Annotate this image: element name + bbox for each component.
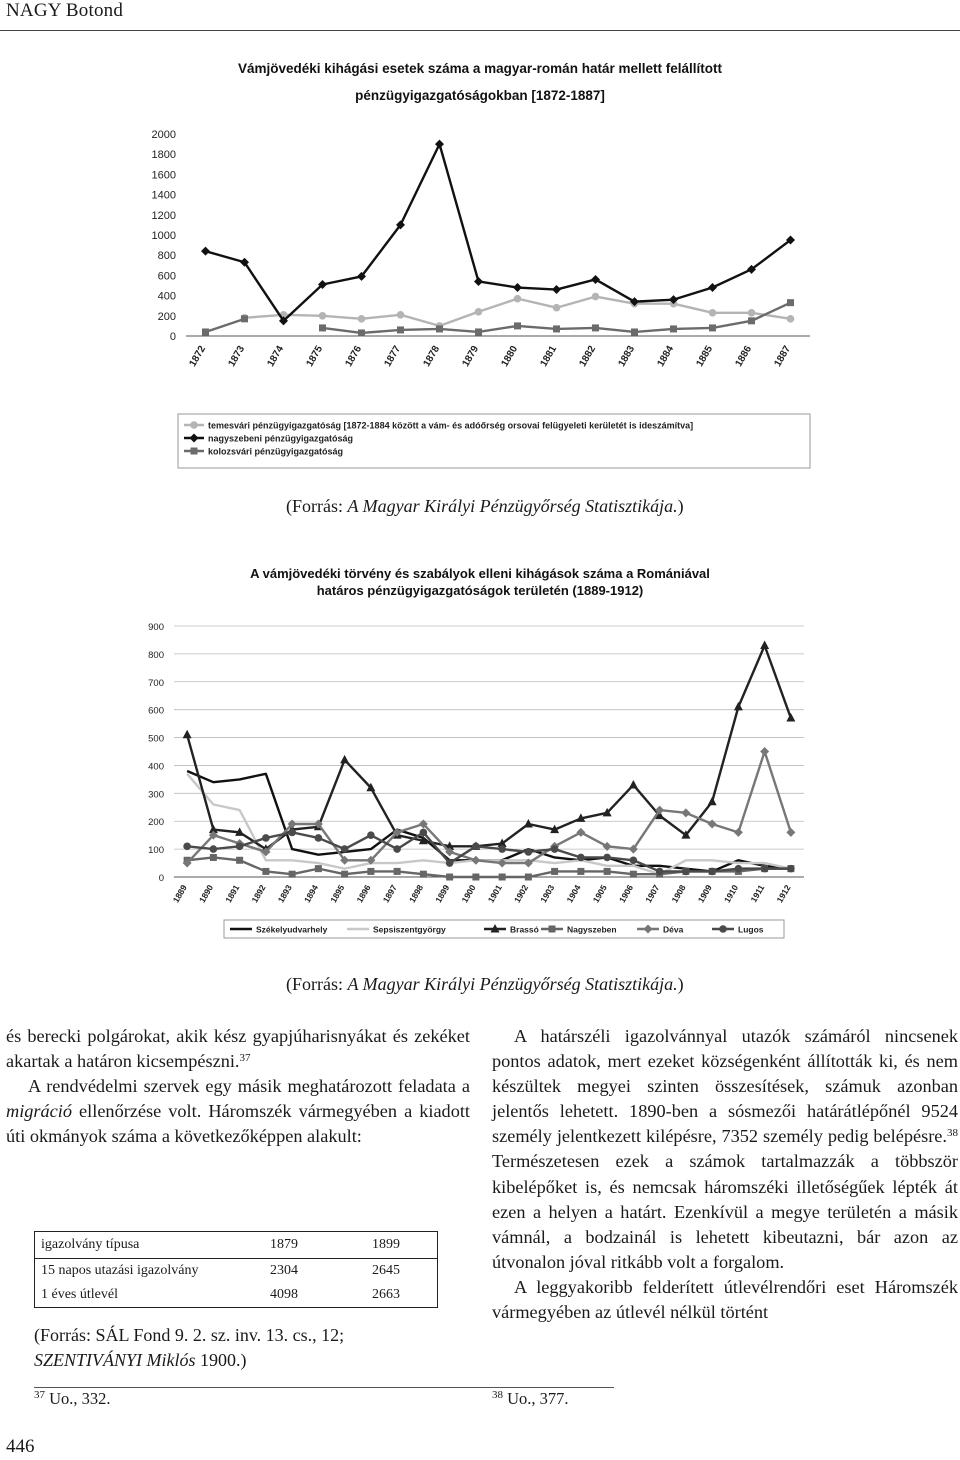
legend-entry	[184, 434, 353, 444]
data-point	[576, 828, 585, 837]
data-point	[420, 871, 427, 878]
x-tick-label: 1896	[354, 883, 373, 905]
x-tick-label: 1873	[226, 344, 248, 369]
chart-1-source-title: A Magyar Királyi Pénzügyőrség Statisztikája.	[347, 496, 678, 516]
footnote-number: 38	[492, 1389, 503, 1401]
data-point	[397, 326, 404, 333]
footnote-38	[492, 1389, 569, 1409]
chart-1-title-line-1: Vámjövedéki kihágási esetek száma a magyar-román határ mellett felállított	[238, 61, 722, 76]
left-paragraph-2	[6, 1074, 470, 1149]
y-tick-label: 1600	[151, 169, 176, 182]
y-tick-label: 100	[148, 845, 164, 857]
data-point	[786, 828, 795, 837]
data-point	[262, 834, 270, 842]
data-point	[524, 819, 533, 828]
data-point	[708, 283, 717, 292]
table-source	[34, 1323, 454, 1373]
data-point	[183, 843, 191, 851]
right-p1-a: A határszéli igazolvánnyal utazók számáról nincsenek pontos adatok, mert ezeket községenként állították ki, és nem készültek megyei szinten összesítések, számuk azonban jelentős lehetett. 1890-ben a sósmezői határátlépőnél 9524 személy jelentkezett kilépésre, 7352 személy pedig belépésre.	[492, 1026, 958, 1147]
x-tick-label: 1877	[382, 344, 404, 369]
data-point	[760, 641, 769, 650]
x-tick-label: 1890	[196, 883, 216, 905]
legend-label: Brassó	[510, 924, 539, 935]
footnote-rule	[34, 1387, 614, 1388]
data-point	[315, 865, 322, 872]
x-tick-label: 1899	[433, 883, 452, 905]
data-point	[786, 713, 795, 722]
chart-1	[0, 40, 960, 480]
chart-1-source	[286, 496, 684, 517]
chart-1-source-suffix: )	[677, 496, 684, 516]
y-tick-label: 400	[148, 761, 164, 773]
travel-documents-table	[34, 1231, 438, 1308]
chart-2-source-prefix: (Forrás:	[286, 974, 348, 994]
legend-label: nagyszebeni pénzügyigazgatóság	[208, 433, 354, 444]
data-point	[708, 797, 717, 806]
table-source-a: (Forrás: SÁL Fond 9. 2. sz. inv. 13. cs., 12;	[34, 1325, 345, 1345]
data-point	[681, 808, 690, 817]
data-point	[394, 868, 401, 875]
data-point	[604, 868, 611, 875]
data-point	[514, 295, 522, 303]
data-point	[551, 845, 559, 853]
legend-entry	[184, 421, 693, 431]
x-tick-label: 1911	[748, 883, 767, 904]
x-tick-label: 1879	[460, 344, 482, 369]
y-tick-label: 2000	[151, 129, 176, 141]
x-tick-label: 1882	[577, 344, 599, 369]
data-point	[341, 845, 349, 853]
table-cell: 2663	[372, 1287, 400, 1302]
data-point	[358, 329, 365, 336]
table-row	[35, 1283, 438, 1308]
data-point	[787, 299, 794, 306]
x-tick-label: 1894	[301, 883, 321, 905]
data-point	[358, 315, 366, 323]
series-line	[206, 319, 245, 332]
x-tick-label: 1903	[538, 883, 557, 905]
y-tick-label: 1800	[151, 149, 176, 162]
data-point	[709, 309, 717, 317]
data-point	[474, 277, 483, 286]
x-tick-label: 1900	[459, 883, 478, 905]
legend-label: Sepsiszentgyörgy	[373, 924, 446, 935]
data-point	[748, 309, 756, 317]
header-rule	[0, 30, 960, 31]
data-point	[393, 845, 401, 853]
y-tick-label: 600	[148, 705, 164, 717]
data-point	[472, 874, 479, 881]
y-tick-label: 500	[148, 733, 164, 745]
data-point	[289, 871, 296, 878]
x-tick-label: 1904	[564, 883, 583, 905]
table-source-author: SZENTIVÁNYI Miklós	[34, 1350, 196, 1370]
table-cell: 4098	[270, 1287, 298, 1302]
x-tick-label: 1908	[669, 883, 688, 905]
data-point	[498, 845, 506, 853]
left-p2-b: ellenőrzése volt. Háromszék vármegyében a kiadott úti okmányok száma a következőképpen alakult:	[6, 1101, 470, 1147]
table-cell: 15 napos utazási igazolvány	[41, 1263, 199, 1278]
table-row	[35, 1259, 438, 1284]
y-tick-label: 400	[157, 290, 176, 303]
data-point	[735, 865, 743, 873]
right-p1-b: Természetesen ezek a számok tartalmazzák a többször kibelépőket is, és nemcsak háromszéki illetőségűek lépték át ezen a helyen a határt. Ezenkívül a megye területén a másik vámnál, a bodzainál is lehetett kibeutazni, bár azon az útvonalon jóval ritkább volt a forgalom.	[492, 1151, 958, 1272]
data-point	[709, 324, 716, 331]
legend-entry	[184, 447, 343, 457]
y-tick-label: 800	[148, 649, 164, 661]
x-tick-label: 1887	[772, 344, 794, 369]
footnote-text: Uo., 332.	[49, 1389, 111, 1408]
data-point	[236, 857, 243, 864]
data-point	[629, 780, 638, 789]
x-tick-label: 1895	[328, 883, 347, 905]
data-point	[748, 317, 755, 324]
data-point	[210, 854, 217, 861]
left-p2-italic: migráció	[6, 1101, 73, 1122]
data-point	[475, 308, 483, 316]
table-cell: 2645	[372, 1263, 400, 1278]
data-point	[553, 304, 561, 312]
data-point	[513, 283, 522, 292]
series-line	[187, 774, 791, 874]
x-tick-label: 1893	[275, 883, 294, 905]
data-point	[525, 874, 532, 881]
data-point	[471, 856, 480, 865]
right-paragraph-1	[492, 1024, 958, 1275]
data-point	[435, 140, 444, 149]
chart-2	[0, 556, 960, 946]
data-point	[446, 874, 453, 881]
y-tick-label: 0	[158, 873, 164, 884]
data-point	[236, 843, 244, 851]
legend-marker	[549, 926, 556, 933]
x-tick-label: 1905	[590, 883, 609, 905]
data-point	[288, 829, 296, 837]
legend-label: Déva	[663, 924, 684, 935]
x-tick-label: 1875	[304, 344, 326, 369]
data-point	[201, 247, 210, 256]
legend-marker	[719, 925, 727, 933]
x-tick-label: 1912	[774, 883, 793, 905]
page-number: 446	[6, 1436, 35, 1457]
footnote-ref-38[interactable]: 38	[947, 1127, 958, 1140]
y-tick-label: 200	[148, 817, 164, 829]
x-tick-label: 1885	[694, 344, 716, 369]
data-point	[397, 311, 405, 319]
x-tick-label: 1897	[380, 883, 399, 905]
legend-label: Székelyudvarhely	[256, 924, 328, 935]
series-line	[206, 144, 791, 321]
y-tick-label: 1200	[151, 209, 176, 222]
x-tick-label: 1891	[223, 883, 242, 905]
data-point	[630, 871, 637, 878]
right-paragraph-2: A leggyakoribb felderített útlevélrendőri eset Háromszék vármegyében az útlevél nélkül történt	[492, 1276, 958, 1323]
y-tick-label: 700	[148, 677, 164, 689]
y-tick-label: 900	[148, 622, 164, 633]
chart-2-svg	[0, 556, 960, 946]
table-cell: 2304	[270, 1263, 298, 1278]
x-tick-label: 1883	[616, 344, 638, 369]
data-point	[682, 868, 690, 876]
data-point	[787, 865, 795, 873]
data-point	[499, 874, 506, 881]
data-point	[577, 868, 584, 875]
data-point	[761, 865, 769, 873]
data-point	[262, 868, 269, 875]
data-point	[734, 828, 743, 837]
legend-label: temesvári pénzügyigazgatóság [1872-1884 között a vám- és adóőrség orsovai felügyeleti kerületét is ideszámítva]	[208, 420, 694, 431]
table-header-cell: igazolvány típusa	[35, 1232, 234, 1259]
table-header-cell: 1879	[233, 1232, 335, 1259]
table-header-row	[35, 1232, 438, 1259]
table-header-cell: 1899	[335, 1232, 438, 1259]
data-point	[341, 871, 348, 878]
x-tick-label: 1876	[343, 344, 365, 369]
footnote-37	[34, 1389, 111, 1409]
data-point	[525, 848, 533, 856]
data-point	[319, 312, 327, 320]
chart-1-source-prefix: (Forrás:	[286, 496, 348, 516]
x-tick-label: 1909	[695, 883, 714, 905]
x-tick-label: 1910	[721, 883, 741, 905]
chart-1-title-line-2: pénzügyigazgatóságokban [1872-1887]	[355, 88, 605, 103]
left-p1-text: és berecki polgárokat, akik kész gyapjúharisnyákat és zekéket akartak a határon kicsempészni.	[6, 1026, 470, 1072]
legend-label: kolozsvári pénzügyigazgatóság	[208, 446, 344, 457]
data-point	[446, 859, 454, 867]
x-tick-label: 1906	[616, 883, 636, 905]
series-1	[201, 140, 795, 326]
right-column	[492, 1024, 958, 1325]
y-tick-label: 300	[148, 789, 164, 801]
legend-label: Lugos	[738, 924, 764, 935]
data-point	[315, 834, 323, 842]
x-tick-label: 1880	[499, 344, 521, 369]
data-point	[475, 328, 482, 335]
x-tick-label: 1881	[538, 344, 560, 369]
data-point	[670, 325, 677, 332]
data-point	[551, 868, 558, 875]
data-point	[734, 702, 743, 711]
data-point	[760, 747, 769, 756]
data-point	[787, 315, 795, 323]
x-tick-label: 1892	[249, 883, 268, 905]
footnote-text: Uo., 377.	[507, 1389, 569, 1408]
data-point	[552, 285, 561, 294]
x-tick-label: 1901	[485, 883, 504, 905]
x-tick-label: 1886	[733, 344, 755, 369]
legend-label: Nagyszeben	[567, 924, 617, 935]
chart-1-svg	[0, 40, 960, 480]
data-point	[592, 324, 599, 331]
chart-2-source-title: A Magyar Királyi Pénzügyőrség Statisztikája.	[347, 974, 678, 994]
y-tick-label: 1000	[151, 230, 176, 242]
data-point	[656, 868, 664, 876]
x-tick-label: 1878	[421, 344, 443, 369]
chart-2-source-suffix: )	[677, 974, 684, 994]
table-source-b: 1900.)	[195, 1350, 247, 1370]
y-tick-label: 200	[157, 310, 176, 323]
y-tick-label: 600	[157, 270, 176, 283]
y-tick-label: 0	[169, 331, 176, 343]
data-point	[319, 324, 326, 331]
data-point	[630, 856, 638, 864]
running-header: NAGY Botond	[6, 0, 124, 21]
data-point	[577, 854, 585, 862]
footnote-ref-37[interactable]: 37	[239, 1052, 251, 1065]
chart-2-title-line-1: A vámjövedéki törvény és szabályok elleni kihágások száma a Romániával	[250, 566, 710, 581]
data-point	[241, 315, 248, 322]
data-point	[514, 322, 521, 329]
x-tick-label: 1907	[643, 883, 662, 905]
data-point	[592, 293, 600, 301]
left-column	[6, 1024, 470, 1149]
series-1	[187, 774, 791, 874]
y-tick-label: 800	[157, 250, 176, 263]
left-p2-a: A rendvédelmi szervek egy másik meghatározott feladata a	[28, 1076, 470, 1097]
data-point	[708, 868, 716, 876]
data-point	[340, 755, 349, 764]
x-tick-label: 1884	[655, 344, 677, 369]
x-tick-label: 1902	[511, 883, 531, 905]
data-point	[472, 843, 480, 851]
x-tick-label: 1874	[265, 344, 287, 369]
data-point	[183, 730, 192, 739]
left-paragraph-1	[6, 1024, 470, 1074]
data-point	[553, 325, 560, 332]
data-point	[202, 328, 209, 335]
table-cell: 1 éves útlevél	[41, 1287, 118, 1302]
data-point	[210, 845, 218, 853]
x-tick-label: 1872	[187, 344, 209, 369]
x-tick-label: 1898	[406, 883, 426, 905]
chart-2-source	[286, 974, 684, 995]
chart-2-title-line-2: határos pénzügyigazgatóságok területén (1889-1912)	[316, 583, 644, 598]
series-5	[183, 829, 794, 876]
data-point	[367, 831, 375, 839]
data-point	[436, 325, 443, 332]
legend-marker	[190, 421, 198, 429]
data-point	[367, 868, 374, 875]
legend-marker	[191, 448, 198, 455]
data-point	[603, 854, 611, 862]
footnote-number: 37	[34, 1389, 45, 1401]
data-point	[631, 328, 638, 335]
data-point	[420, 829, 428, 837]
x-tick-label: 1889	[170, 883, 189, 905]
y-tick-label: 1400	[151, 189, 176, 202]
